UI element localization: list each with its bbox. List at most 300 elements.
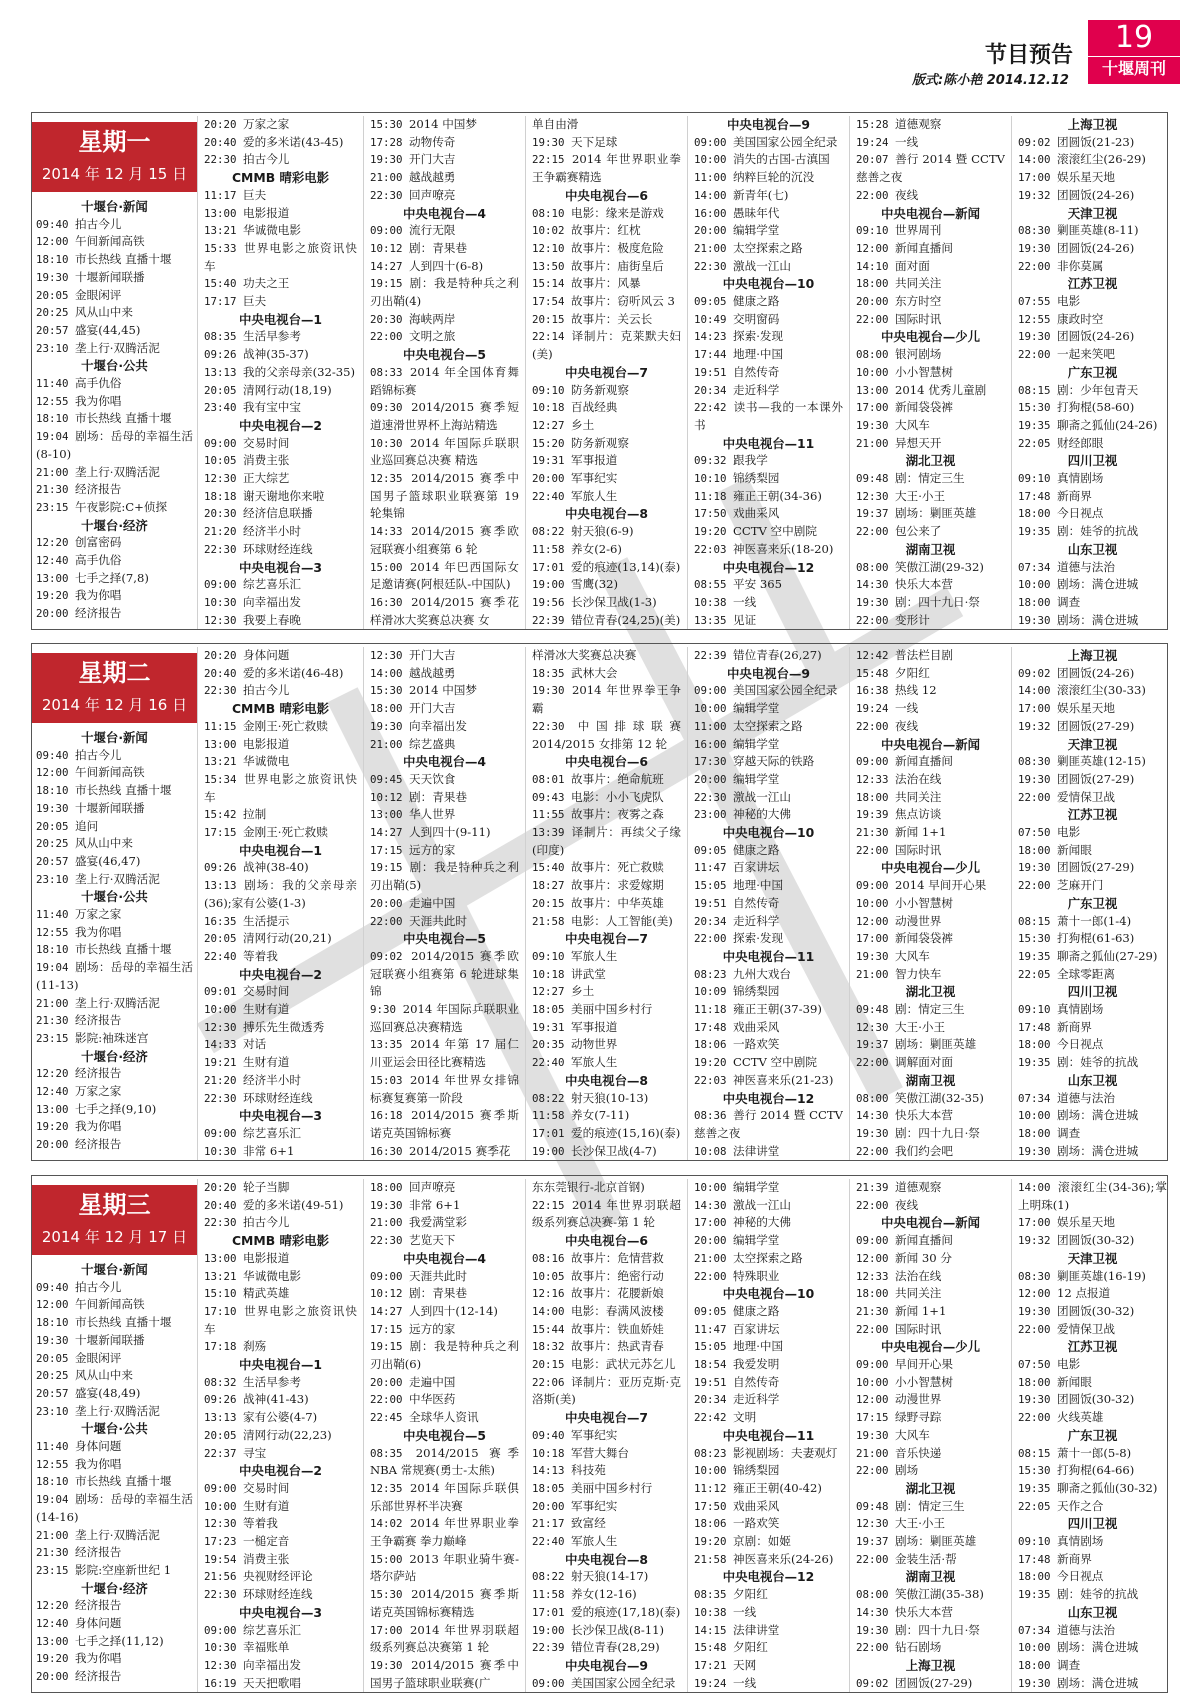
program-item (1018, 1285, 1167, 1303)
program-title: 今日视点 (1057, 1569, 1104, 1584)
program-title: 错位青春(26,27) (733, 648, 822, 662)
program-item (694, 842, 843, 860)
program-time: 09:00 (204, 1481, 244, 1495)
channel-heading: 广东卫视 (1067, 1427, 1118, 1443)
program-item (694, 1515, 843, 1533)
program-time: 9:30 (370, 1003, 403, 1017)
program-time: 18:00 (1018, 1038, 1058, 1052)
program-item (856, 505, 1005, 523)
program-title: 剧：四十九日·祭 (895, 1125, 980, 1140)
program-time: 17:50 (694, 507, 734, 521)
program-time: 20:05 (204, 932, 244, 946)
program-time: 09:00 (204, 578, 244, 592)
program-item (36, 764, 193, 782)
program-item (856, 523, 1005, 541)
program-time: 19:35 (1018, 525, 1058, 539)
program-item (370, 1657, 519, 1692)
program-time: 08:35 (204, 330, 244, 344)
program-time: 19:37 (856, 507, 896, 521)
program-item (36, 871, 193, 889)
channel-heading: 中央电视台—1 (239, 842, 322, 858)
program-item (204, 1427, 357, 1445)
program-item (370, 151, 519, 169)
program-item (370, 1586, 519, 1621)
program-title: 长沙保卫战(4-7) (571, 1143, 657, 1158)
program-item (856, 1391, 1005, 1409)
channel-heading: 广东卫视 (1067, 364, 1118, 380)
program-item (1018, 1374, 1167, 1392)
program-title: 萧十一郎(1-4) (1057, 913, 1132, 928)
program-title: 法治在线 (895, 771, 942, 786)
program-item (694, 966, 843, 984)
program-title: 大王·小王 (895, 1019, 946, 1034)
program-item (370, 700, 519, 718)
program-title: 电影 (1057, 294, 1081, 309)
program-time: 22:00 (856, 613, 896, 627)
program-title: 剿匪英雄(12-15) (1057, 754, 1146, 769)
program-time: 14:00 (532, 1304, 572, 1318)
channel-heading: 四川卫视 (1067, 453, 1118, 469)
program-title: 流行无限 (409, 223, 456, 238)
program-time: 18:06 (694, 1038, 734, 1052)
program-item (694, 1480, 843, 1498)
program-item (1018, 417, 1167, 435)
program-title: 地理·中国 (733, 1339, 784, 1354)
program-title: 2014 中国梦 (409, 117, 477, 131)
program-title: 国际时讯 (895, 1321, 942, 1336)
program-time: 10:30 (204, 595, 244, 609)
program-item (204, 806, 357, 824)
program-time: 13:21 (204, 224, 244, 238)
program-title: 2014/2015 赛季花样滑冰大奖赛总决赛 女 (370, 594, 519, 627)
program-time: 19:30 (1018, 1304, 1058, 1318)
program-item (204, 1090, 357, 1108)
program-time: 08:16 (532, 1251, 572, 1265)
program-title: 消费主张 (243, 1551, 290, 1566)
program-item (36, 216, 193, 234)
program-item (694, 382, 843, 400)
program-item (694, 1533, 843, 1551)
program-title: 向幸福出发 (243, 1657, 301, 1672)
program-item (856, 594, 1005, 612)
program-time: 09:40 (532, 1428, 572, 1442)
program-item (532, 1321, 681, 1339)
channel-heading: 天津卫视 (1067, 736, 1118, 752)
program-title: 环球财经连线 (243, 1587, 313, 1602)
program-title: 银河剧场 (895, 347, 942, 362)
program-item (204, 647, 357, 665)
channel-heading: 上海卫视 (905, 1657, 956, 1673)
program-title: 经济报告 (75, 606, 122, 621)
program-time: 17:48 (1018, 1552, 1058, 1566)
program-title: 百家讲坛 (733, 860, 780, 875)
program-item (694, 222, 843, 240)
channel-heading: 十堰台·公共 (81, 889, 148, 905)
program-title: 新商界 (1057, 1551, 1092, 1566)
program-time: 22:06 (532, 1375, 572, 1389)
program-item (36, 428, 193, 463)
program-item (694, 1462, 843, 1480)
program-item (532, 1462, 681, 1480)
program-time: 19:30 (1018, 613, 1058, 627)
channel-heading: CMMB 晴彩电影 (231, 170, 330, 186)
channel-heading: 中央电视台—1 (239, 1357, 322, 1373)
program-item (204, 1303, 357, 1338)
program-item (1018, 1268, 1167, 1286)
program-item (532, 895, 681, 913)
program-item (856, 311, 1005, 329)
program-time: 17:15 (370, 843, 410, 857)
channel-heading: 中央电视台—3 (239, 1604, 322, 1620)
program-title: 走遍中国 (409, 1374, 456, 1389)
program-item (1018, 718, 1167, 736)
program-item (36, 304, 193, 322)
program-item (856, 1622, 1005, 1640)
program-time: 17:44 (694, 348, 734, 362)
program-item (694, 328, 843, 346)
program-title: 调查 (1057, 1657, 1081, 1672)
program-time: 13:13 (204, 1411, 244, 1425)
program-time: 17:00 (856, 401, 896, 415)
program-title: 故事片：极度危险 (571, 240, 664, 255)
program-title: 锦绣梨园 (733, 1463, 780, 1478)
program-item (36, 1633, 193, 1651)
program-time: 12:30 (204, 613, 244, 627)
program-item (532, 966, 681, 984)
program-item (370, 222, 519, 240)
program-title: 故事片：铁血娇娃 (571, 1321, 664, 1336)
program-title: 我为你唱 (75, 1119, 122, 1134)
program-title: 聊斋之狐仙(30-32) (1057, 1480, 1158, 1495)
program-title: 拍古今儿 (75, 216, 122, 231)
program-item (532, 1568, 681, 1586)
program-time: 19:30 (532, 684, 573, 698)
program-title: 聊斋之狐仙(24-26) (1057, 417, 1158, 432)
program-title: 剧：娃爷的抗战 (1057, 1055, 1139, 1070)
program-item (1018, 948, 1167, 966)
program-title: 垄上行·双腾活泥 (75, 995, 160, 1010)
program-time: 21:56 (204, 1570, 244, 1584)
program-time: 19:30 (370, 1658, 412, 1672)
program-time: 09:02 (370, 949, 412, 963)
program-title: 团圆饭(21-23) (1057, 134, 1135, 149)
program-item (370, 842, 519, 860)
program-item (1018, 258, 1167, 276)
program-time: 12:55 (36, 394, 76, 408)
program-time: 17:48 (1018, 489, 1058, 503)
program-item (1018, 1639, 1167, 1657)
program-item (204, 1551, 357, 1569)
program-title: 人到四十(12-14) (409, 1303, 498, 1318)
program-item (856, 1374, 1005, 1392)
channel-heading: 中央电视台—3 (239, 559, 322, 575)
program-item (36, 1296, 193, 1314)
program-title: 我为你唱 (75, 1651, 122, 1666)
program-title: 拍古今儿 (75, 747, 122, 762)
program-item (1018, 1356, 1167, 1374)
program-title: 新闻直播间 (895, 754, 953, 769)
program-time: 09:01 (204, 985, 244, 999)
program-item (532, 1019, 681, 1037)
program-title: 军旅人生 (571, 948, 618, 963)
program-title: 东东莞银行-北京首钢) (532, 1180, 645, 1194)
program-item (204, 665, 357, 683)
program-time: 20:34 (694, 383, 734, 397)
program-item (532, 594, 681, 612)
channel-heading: 中央电视台—7 (565, 364, 648, 380)
program-time: 21:00 (694, 1251, 734, 1265)
program-item (36, 464, 193, 482)
program-title: 养女(2-6) (571, 541, 622, 556)
program-title: 真情剧场 (1057, 471, 1104, 486)
program-item (856, 576, 1005, 594)
program-item (204, 240, 357, 275)
program-item (694, 470, 843, 488)
program-title: 戏曲采风 (733, 1019, 780, 1034)
channel-heading: 江苏卫视 (1067, 807, 1118, 823)
program-time: 07:34 (1018, 560, 1058, 574)
program-time: 21:00 (36, 1528, 76, 1542)
program-time: 22:00 (1018, 1322, 1058, 1336)
program-title: 太空探索之路 (733, 240, 803, 255)
program-title: 盛宴(48,49) (75, 1385, 141, 1400)
program-title: 电影：武状元苏乞儿 (571, 1357, 676, 1372)
program-item (856, 1090, 1005, 1108)
program-item (532, 258, 681, 276)
program-item (204, 576, 357, 594)
program-time: 10:18 (532, 1446, 572, 1460)
program-title: 电影：人工智能(美) (571, 913, 673, 928)
program-title: 对话 (243, 1037, 267, 1052)
program-item (1018, 1622, 1167, 1640)
program-item (856, 930, 1005, 948)
program-title: 夕阳红 (733, 1587, 768, 1602)
program-time: 15:10 (204, 1287, 244, 1301)
program-item (1018, 700, 1167, 718)
program-time: 23:40 (204, 401, 244, 415)
program-item (36, 782, 193, 800)
program-title: 夕阳红 (733, 1640, 768, 1655)
program-item (532, 1303, 681, 1321)
program-title: 雍正王朝(37-39) (733, 1002, 822, 1017)
program-item (204, 753, 357, 771)
channel-heading: 中央电视台—8 (565, 1072, 648, 1088)
program-item (36, 1562, 193, 1580)
schedule-column (525, 1179, 687, 1692)
program-item (856, 470, 1005, 488)
program-item (694, 1639, 843, 1657)
program-title: 新青年(七) (733, 187, 789, 202)
program-title: 2014/2015 赛季欧冠联赛小组赛第 6 轮进球集锦 (370, 948, 519, 999)
program-item (694, 736, 843, 754)
program-item (532, 1197, 681, 1232)
program-item (204, 275, 357, 293)
program-title: 聊斋之狐仙(27-29) (1057, 948, 1158, 963)
program-item (36, 1456, 193, 1474)
program-time: 17:00 (694, 1216, 734, 1230)
program-time: 14:00 (694, 188, 734, 202)
program-time: 20:05 (36, 819, 76, 833)
program-item (856, 824, 1005, 842)
program-title: 爱的痕迹(13,14)(泰) (571, 559, 681, 574)
program-time: 20:00 (694, 772, 734, 786)
program-time: 19:31 (532, 454, 572, 468)
program-title: 共同关注 (895, 276, 942, 291)
program-item (36, 1065, 193, 1083)
program-title: 经济半小时 (243, 524, 301, 539)
program-item (856, 258, 1005, 276)
program-item (36, 1083, 193, 1101)
program-item (856, 364, 1005, 382)
program-item (694, 151, 843, 169)
program-time: 16:18 (370, 1109, 412, 1123)
program-title: 剧场 (895, 1463, 919, 1478)
byline: 版式:陈小艳 2014.12.12 (912, 73, 1069, 88)
program-title: 长沙保卫战(1-3) (571, 594, 657, 609)
program-title: 一起来笑吧 (1057, 347, 1115, 362)
program-title: 今日视点 (1057, 506, 1104, 521)
program-time: 15:00 (370, 1552, 410, 1566)
program-item (36, 1403, 193, 1421)
program-item (36, 233, 193, 251)
program-item (694, 1445, 843, 1463)
program-time: 22:00 (856, 1464, 896, 1478)
program-item (204, 134, 357, 152)
program-time: 18:10 (36, 412, 76, 426)
schedule-column (363, 647, 525, 1160)
program-time: 19:20 (694, 1535, 734, 1549)
program-item (532, 1179, 681, 1197)
program-time: 14:00 (1018, 684, 1058, 698)
program-item (532, 488, 681, 506)
program-title: 环球财经连线 (243, 541, 313, 556)
program-item (694, 1143, 843, 1160)
schedule-column (849, 647, 1011, 1160)
program-time: 12:20 (36, 1067, 76, 1081)
program-item (36, 835, 193, 853)
program-time: 20:40 (204, 666, 244, 680)
program-item (1018, 665, 1167, 683)
program-title: 故事片：中华英雄 (571, 895, 664, 910)
program-title: 打狗棍(58-60) (1057, 400, 1135, 415)
program-item (370, 328, 519, 346)
program-item (1018, 488, 1167, 506)
program-title: 剧场：岳母的幸福生活(11-13) (36, 960, 193, 992)
program-item (532, 1427, 681, 1445)
program-time: 21:00 (856, 1446, 896, 1460)
program-title: 调解面对面 (895, 1055, 953, 1070)
program-time: 22:30 (532, 719, 578, 733)
program-item (36, 340, 193, 358)
channel-heading: 中央电视台—2 (239, 417, 322, 433)
program-item (694, 505, 843, 523)
program-title: 影院:空座新世纪 1 (75, 1562, 172, 1577)
program-item (1018, 328, 1167, 346)
channel-heading: 广东卫视 (1067, 895, 1118, 911)
program-time: 12:20 (36, 1599, 76, 1613)
program-time: 22:05 (1018, 436, 1058, 450)
program-title: 包公来了 (895, 524, 942, 539)
channel-heading: 中央电视台—8 (565, 1551, 648, 1567)
program-time: 08:30 (1018, 755, 1058, 769)
program-title: 市长热线 直播十堰 (75, 252, 172, 267)
program-time: 19:30 (370, 719, 410, 733)
program-item (532, 1586, 681, 1604)
program-item (204, 205, 357, 223)
program-item (532, 1622, 681, 1640)
program-title: 2014 优秀儿童剧 (895, 382, 987, 397)
program-title: 打狗棍(64-66) (1057, 1463, 1135, 1478)
program-item (856, 1639, 1005, 1657)
program-title: 新闻直播间 (895, 1233, 953, 1248)
program-time: 08:22 (532, 1091, 572, 1105)
program-item (204, 736, 357, 754)
program-time: 19:30 (1018, 1676, 1058, 1690)
program-title: 编辑学堂 (733, 771, 780, 786)
program-item (370, 470, 519, 523)
program-item (532, 1285, 681, 1303)
program-title: 2014 年世界羽联超级系列赛总决赛第 1 轮 (370, 1622, 519, 1655)
channel-heading: 中央电视台—6 (565, 1233, 648, 1249)
program-title: 市长热线 直播十堰 (75, 783, 172, 798)
program-time: 22:00 (694, 932, 734, 946)
program-time: 22:00 (856, 188, 896, 202)
program-time: 22:15 (532, 1198, 573, 1212)
program-time: 19:00 (532, 1623, 572, 1637)
program-item (370, 594, 519, 629)
program-time: 12:42 (856, 649, 896, 662)
program-title: 团圆饭(30-32) (1057, 1233, 1135, 1248)
program-title: 善行 2014 暨 CCTV 慈善之夜 (694, 1108, 843, 1140)
program-item (694, 311, 843, 329)
program-time: 12:30 (204, 1020, 244, 1034)
channel-heading: CMMB 晴彩电影 (231, 701, 330, 717)
program-item (204, 612, 357, 629)
program-time: 08:23 (694, 1446, 734, 1460)
program-item (532, 240, 681, 258)
program-item (694, 1586, 843, 1604)
program-time: 19:30 (856, 1126, 896, 1140)
program-item (856, 382, 1005, 400)
program-title: 综艺喜乐汇 (243, 1622, 301, 1637)
program-title: 天网 (733, 1657, 757, 1672)
program-time: 19:30 (856, 1428, 896, 1442)
program-item (204, 187, 357, 205)
program-time: 12:00 (856, 1393, 896, 1407)
program-item (1018, 789, 1167, 807)
program-time: 18:00 (1018, 1658, 1058, 1672)
program-time: 20:15 (532, 312, 572, 326)
program-title: 搏乐先生微透秀 (243, 1019, 325, 1034)
program-item (1018, 913, 1167, 931)
program-time: 18:35 (532, 666, 572, 680)
program-title: 单自由滑 (532, 117, 579, 131)
program-time: 16:30 (370, 595, 412, 609)
program-item (1018, 187, 1167, 205)
program-item (1018, 1675, 1167, 1692)
program-time: 13:35 (694, 613, 734, 627)
program-item (856, 789, 1005, 807)
program-title: 样滑冰大奖赛总决赛 (532, 648, 637, 662)
program-item (1018, 1480, 1167, 1498)
program-title: 走近科学 (733, 1392, 780, 1407)
program-time: 18:54 (694, 1358, 734, 1372)
program-item (204, 151, 357, 169)
program-time: 22:05 (1018, 1499, 1058, 1513)
program-title: 故事片：风暴 (571, 276, 641, 291)
schedule-column (197, 1179, 363, 1692)
program-item (204, 1072, 357, 1090)
